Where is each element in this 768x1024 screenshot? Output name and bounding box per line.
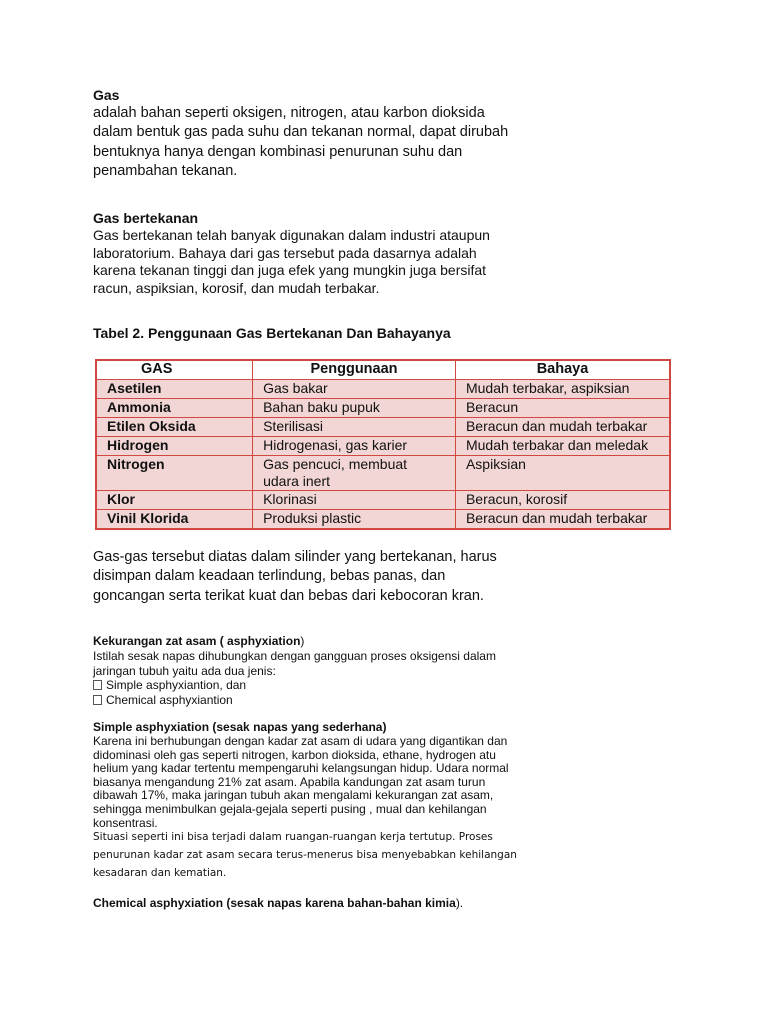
cell-hazard: Beracun, korosif [455, 491, 670, 510]
cell-hazard: Mudah terbakar dan meledak [455, 437, 670, 456]
asphyxiation-title: Kekurangan zat asam ( asphyxiation [93, 634, 301, 648]
asphyxiation-heading [93, 633, 496, 649]
bullet-text: Simple asphyxiantion, dan [106, 678, 247, 692]
table-row [96, 491, 670, 510]
cell-gas: Etilen Oksida [96, 418, 253, 437]
cell-use: Hidrogenasi, gas karier [253, 437, 456, 456]
asphyxiation-title-close: ) [300, 634, 305, 648]
header-gas: GAS [96, 360, 253, 380]
cell-use-line-2: udara inert [263, 473, 331, 489]
bullet-text: Chemical asphyxiantion [106, 692, 233, 707]
cell-gas: Ammonia [96, 399, 253, 418]
simple-line-4: biasanya mengandung 21% zat asam. Apabila kandungan zat asam turun [93, 774, 486, 789]
storage-line-3: goncangan serta terikat kuat dan bebas dari kebocoran kran. [93, 587, 484, 604]
storage-line-1: Gas-gas tersebut diatas dalam silinder yang bertekanan, harus [93, 549, 497, 565]
simple-line-6: sehingga menimbulkan gejala-gejala seperti pusing , mual dan kehilangan [93, 801, 487, 816]
simple-asphyxiation-section [93, 719, 517, 882]
cell-use: Klorinasi [253, 491, 456, 510]
cell-use: Bahan baku pupuk [253, 399, 456, 418]
cell-gas: Asetilen [96, 380, 253, 399]
asphyxiation-line-1: Istilah sesak napas dihubungkan dengan gangguan proses oksigensi dalam [93, 649, 496, 663]
simple-line-3: helium yang kadar tertentu mempengaruhi kelangsungan hidup. Udara normal [93, 761, 509, 776]
gas-section [93, 87, 508, 181]
table-row [96, 437, 670, 456]
pressurized-line-2: laboratorium. Bahaya dari gas tersebut pada dasarnya adalah [93, 244, 477, 261]
pressurized-line-1: Gas bertekanan telah banyak digunakan dalam industri ataupun [93, 227, 490, 243]
simple-small-line-1: Situasi seperti ini bisa terjadi dalam ruangan-ruangan kerja tertutup. Proses [93, 831, 493, 844]
simple-title: Simple asphyxiation (sesak napas yang sederhana) [93, 720, 387, 734]
gas-line-2: dalam bentuk gas pada suhu dan tekanan normal, dapat dirubah [93, 124, 509, 141]
asphyxiation-section [93, 633, 496, 707]
simple-small-line-3: kesadaran dan kematian. [93, 867, 227, 880]
cell-use [253, 456, 456, 491]
cell-gas: Hidrogen [96, 437, 253, 456]
table-caption-text: Tabel 2. Penggunaan Gas Bertekanan Dan Bahayanya [93, 325, 451, 341]
chemical-title-close: ). [455, 896, 464, 910]
cell-hazard: Aspiksian [455, 456, 670, 491]
cell-gas: Klor [96, 491, 253, 510]
gas-line-4: penambahan tekanan. [93, 162, 238, 179]
pressurized-line-4: racun, aspiksian, korosif, dan mudah terbakar. [93, 279, 380, 296]
gas-line-3: bentuknya hanya dengan kombinasi penurunan suhu dan [93, 143, 463, 160]
bullet-box-icon [93, 680, 102, 690]
pressurized-gas-heading: Gas bertekanan [93, 210, 199, 226]
cell-use-line-1: Gas pencuci, membuat [263, 456, 408, 472]
simple-line-5: dibawah 17%, maka jaringan tubuh akan mengalami kekurangan zat asam, [93, 788, 494, 803]
table-row [96, 380, 670, 399]
gas-line-1: adalah bahan seperti oksigen, nitrogen, atau karbon dioksida [93, 105, 485, 121]
table-row [96, 399, 670, 418]
cell-hazard: Beracun dan mudah terbakar [455, 418, 670, 437]
cell-use: Gas bakar [253, 380, 456, 399]
pressurized-gas-section [93, 210, 490, 297]
bullet-box-icon [93, 695, 102, 705]
bullet-item [93, 693, 496, 708]
gas-table-wrapper [95, 359, 671, 530]
simple-small-line-2: penurunan kadar zat asam secara terus-menerus bisa menyebabkan kehilangan [93, 849, 517, 862]
table-row [96, 510, 670, 530]
gas-heading: Gas [93, 87, 120, 103]
cell-hazard: Beracun dan mudah terbakar [455, 510, 670, 530]
cell-hazard: Beracun [455, 399, 670, 418]
table-row [96, 456, 670, 491]
storage-paragraph [93, 548, 497, 606]
asphyxiation-line-2: jaringan tubuh yaitu ada dua jenis: [93, 663, 276, 678]
gas-table [95, 359, 671, 530]
cell-use: Sterilisasi [253, 418, 456, 437]
simple-line-1: Karena ini berhubungan dengan kadar zat asam di udara yang digantikan dan [93, 734, 508, 748]
chemical-title: Chemical asphyxiation (sesak napas karena bahan-bahan kimia [93, 896, 456, 910]
header-penggunaan: Penggunaan [253, 360, 456, 380]
chemical-heading [93, 895, 463, 911]
cell-hazard: Mudah terbakar, aspiksian [455, 380, 670, 399]
chemical-asphyxiation-section [93, 895, 463, 911]
simple-heading [93, 719, 517, 735]
pressurized-line-3: karena tekanan tinggi dan juga efek yang mungkin juga bersifat [93, 262, 487, 278]
storage-line-2: disimpan dalam keadaan terlindung, bebas panas, dan [93, 568, 446, 585]
simple-line-7: konsentrasi. [93, 815, 158, 830]
table-caption [93, 325, 451, 342]
cell-gas: Nitrogen [96, 456, 253, 491]
table-row [96, 418, 670, 437]
cell-gas: Vinil Klorida [96, 510, 253, 530]
bullet-item [93, 678, 496, 693]
header-bahaya: Bahaya [455, 360, 670, 380]
simple-line-2: didominasi oleh gas seperti nitrogen, karbon dioksida, ethane, hydrogen atu [93, 747, 496, 762]
cell-use: Produksi plastic [253, 510, 456, 530]
table-header-row [96, 360, 670, 380]
